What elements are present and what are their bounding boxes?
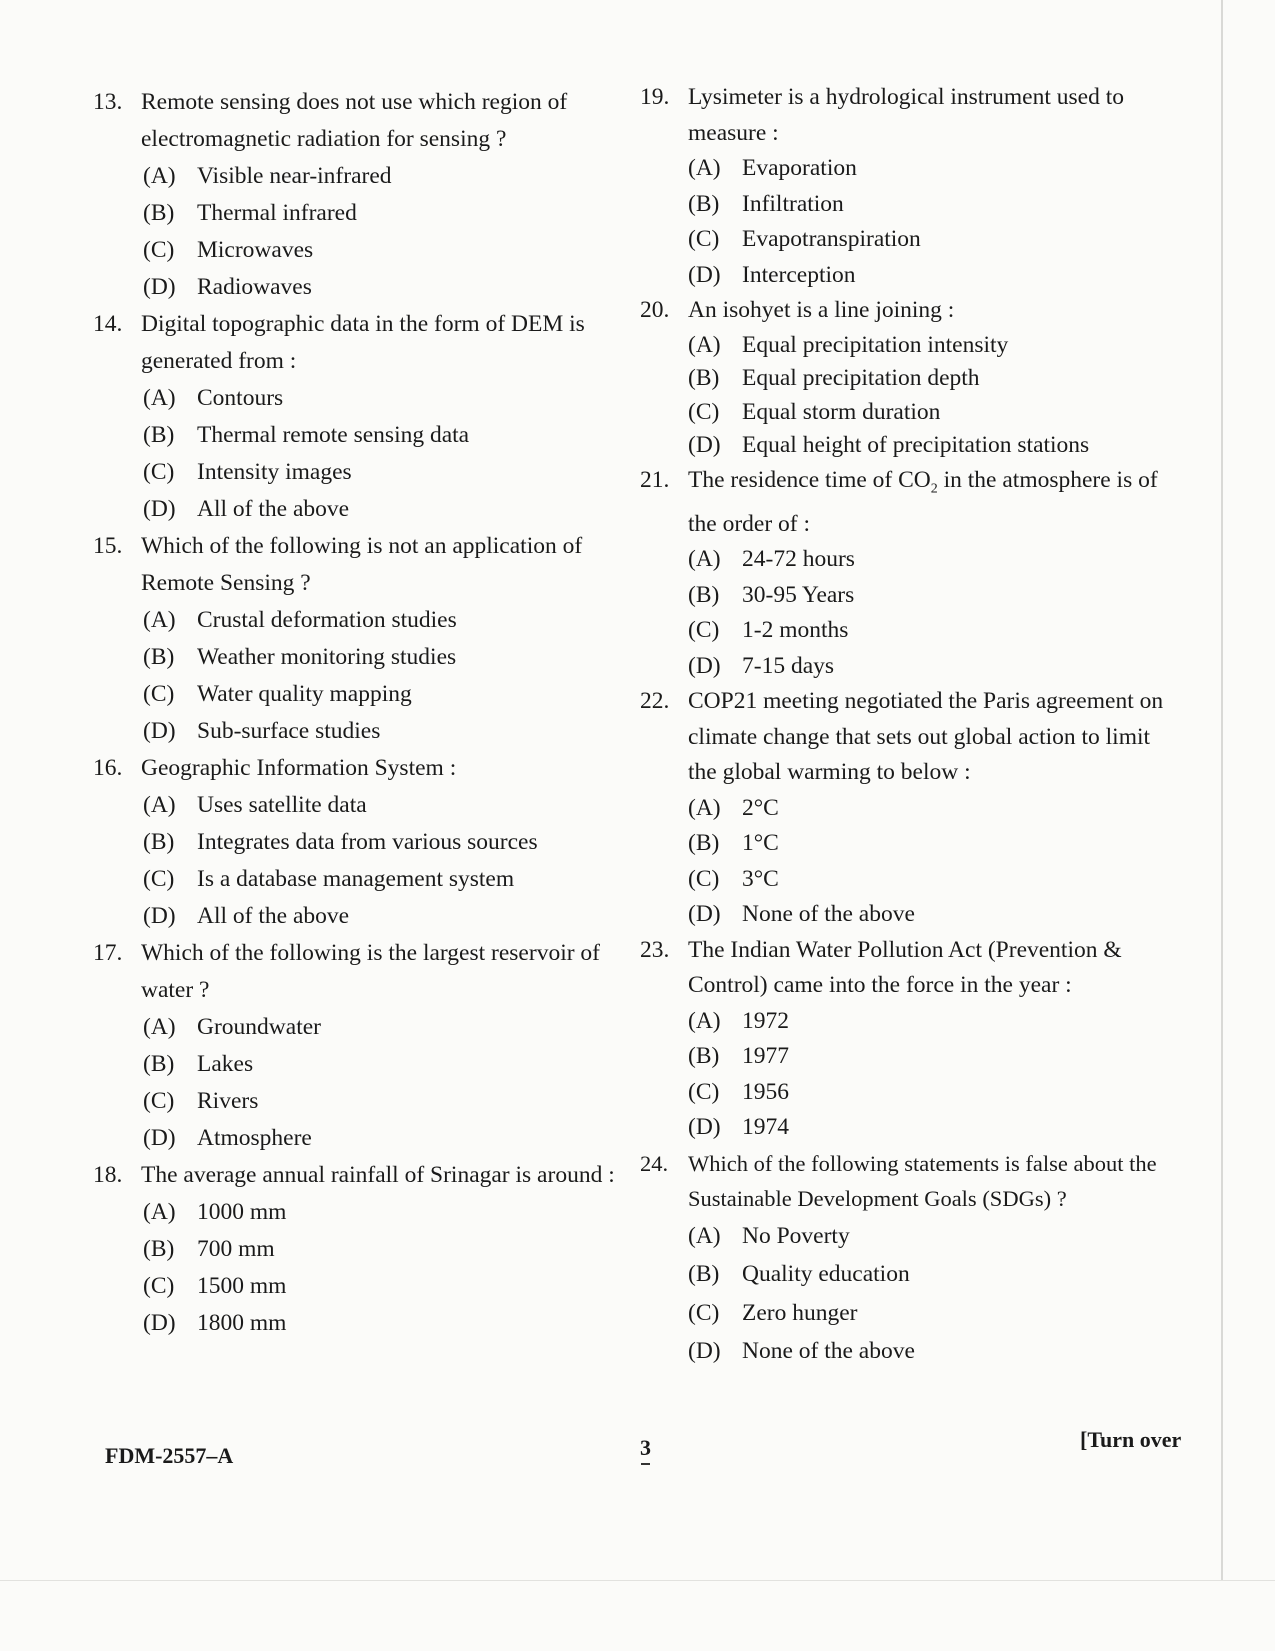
question-15 xyxy=(93,528,633,750)
question-13 xyxy=(93,84,633,306)
option-b: (B) Thermal remote sensing data xyxy=(143,422,470,448)
option-a: (A) 1000 mm xyxy=(143,1199,287,1225)
question-text: Geographic Information System : xyxy=(141,755,457,781)
option-c: (C) Microwaves xyxy=(143,237,314,263)
question-number: 24. xyxy=(640,1150,669,1176)
question-text: Digital topographic data in the form of DEM is generated from : xyxy=(141,311,585,374)
page-edge xyxy=(1221,0,1223,1580)
question-number: 22. xyxy=(640,688,670,715)
page-number-underline xyxy=(641,1463,650,1465)
option-a: (A) 1972 xyxy=(688,1007,789,1034)
option-c: (C) 1-2 months xyxy=(688,617,849,644)
option-c: (C) Water quality mapping xyxy=(143,681,412,707)
option-b: (B) 30-95 Years xyxy=(688,581,855,608)
question-text: Remote sensing does not use which region of electromagnetic radiation for sensing ? xyxy=(141,89,568,152)
option-d: (D) All of the above xyxy=(143,903,350,929)
option-d: (D) 1974 xyxy=(688,1114,789,1141)
option-b: (B) 1977 xyxy=(688,1043,789,1070)
question-number: 17. xyxy=(93,940,123,966)
option-a: (A) No Poverty xyxy=(688,1222,850,1249)
option-d: (D) Radiowaves xyxy=(143,274,312,300)
option-a: (A) Crustal deformation studies xyxy=(143,607,457,633)
option-a: (A) Groundwater xyxy=(143,1014,321,1040)
question-text: Which of the following is the largest reservoir of water ? xyxy=(141,940,600,1003)
question-number: 23. xyxy=(640,936,670,963)
option-d: (D) Equal height of precipitation stations xyxy=(688,432,1090,458)
option-c: (C) Zero hunger xyxy=(688,1299,858,1326)
option-b: (B) Integrates data from various sources xyxy=(143,829,538,855)
question-number: 18. xyxy=(93,1162,123,1188)
option-c: (C) Intensity images xyxy=(143,459,352,485)
option-b: (B) Lakes xyxy=(143,1051,254,1077)
option-a: (A) 2°C xyxy=(688,794,779,821)
question-text: Which of the following statements is false about the Sustainable Development Goals (SDGs) ? xyxy=(688,1150,1157,1212)
question-number: 15. xyxy=(93,533,123,559)
page-bottom-edge xyxy=(0,1580,1275,1581)
option-c: (C) 1956 xyxy=(688,1078,789,1105)
option-b: (B) Quality education xyxy=(688,1261,910,1288)
turn-over-label: [Turn over xyxy=(1080,1427,1182,1452)
option-a: (A) Uses satellite data xyxy=(143,792,367,818)
question-number: 21. xyxy=(640,466,670,493)
option-b: (B) 1°C xyxy=(688,830,779,857)
option-a: (A) Visible near-infrared xyxy=(143,163,392,189)
option-c: (C) Rivers xyxy=(143,1088,259,1114)
option-a: (A) Evaporation xyxy=(688,155,857,181)
option-d: (D) All of the above xyxy=(143,496,350,522)
question-17 xyxy=(93,935,633,1157)
option-d: (D) None of the above xyxy=(688,901,915,928)
question-text: COP21 meeting negotiated the Paris agreement on climate change that sets out global action to limit the global warming to below : xyxy=(688,688,1164,786)
question-23 xyxy=(640,933,1180,1146)
question-text: Lysimeter is a hydrological instrument used to measure : xyxy=(688,84,1124,146)
option-d: (D) None of the above xyxy=(688,1338,915,1365)
option-b: (B) Infiltration xyxy=(688,190,844,217)
option-b: (B) Thermal infrared xyxy=(143,200,357,226)
option-b: (B) 700 mm xyxy=(143,1236,275,1262)
question-text: Which of the following is not an application of Remote Sensing ? xyxy=(141,533,583,596)
question-20 xyxy=(640,293,1180,463)
question-19 xyxy=(640,80,1180,293)
question-number: 13. xyxy=(93,89,123,115)
option-c: (C) 1500 mm xyxy=(143,1273,287,1299)
option-c: (C) Is a database management system xyxy=(143,866,515,892)
option-c: (C) Equal storm duration xyxy=(688,398,941,425)
option-c: (C) 3°C xyxy=(688,865,779,892)
question-18 xyxy=(93,1157,633,1342)
page-number: 3 xyxy=(640,1435,651,1460)
option-a: (A) Equal precipitation intensity xyxy=(688,331,1009,358)
option-d: (D) Atmosphere xyxy=(143,1125,312,1151)
question-text: The average annual rainfall of Srinagar is around : xyxy=(141,1162,615,1188)
option-d: (D) 7-15 days xyxy=(688,652,835,679)
option-b: (B) Equal precipitation depth xyxy=(688,365,980,391)
question-16 xyxy=(93,750,633,935)
question-14 xyxy=(93,306,633,528)
question-22 xyxy=(640,684,1180,933)
question-text: An isohyet is a line joining : xyxy=(688,297,955,323)
option-b: (B) Weather monitoring studies xyxy=(143,644,457,670)
option-d: (D) Sub-surface studies xyxy=(143,718,381,744)
question-text: The residence time of $CO_2$ in the atmosphere is of the order of : xyxy=(688,466,1158,537)
question-number: 20. xyxy=(640,297,670,323)
option-c: (C) Evapotranspiration xyxy=(688,226,921,252)
option-a: (A) Contours xyxy=(143,385,284,411)
question-24 xyxy=(640,1146,1180,1371)
option-d: (D) Interception xyxy=(688,261,856,288)
left-column xyxy=(93,84,633,1342)
paper-code: FDM-2557–A xyxy=(105,1443,234,1468)
question-number: 16. xyxy=(93,755,123,781)
option-a: (A) 24-72 hours xyxy=(688,546,855,573)
question-number: 14. xyxy=(93,311,123,337)
right-column xyxy=(640,80,1180,1371)
question-number: 19. xyxy=(640,84,670,110)
question-21 xyxy=(640,463,1180,685)
question-text: The Indian Water Pollution Act (Prevention & Control) came into the force in the year : xyxy=(688,936,1122,999)
option-d: (D) 1800 mm xyxy=(143,1310,287,1336)
